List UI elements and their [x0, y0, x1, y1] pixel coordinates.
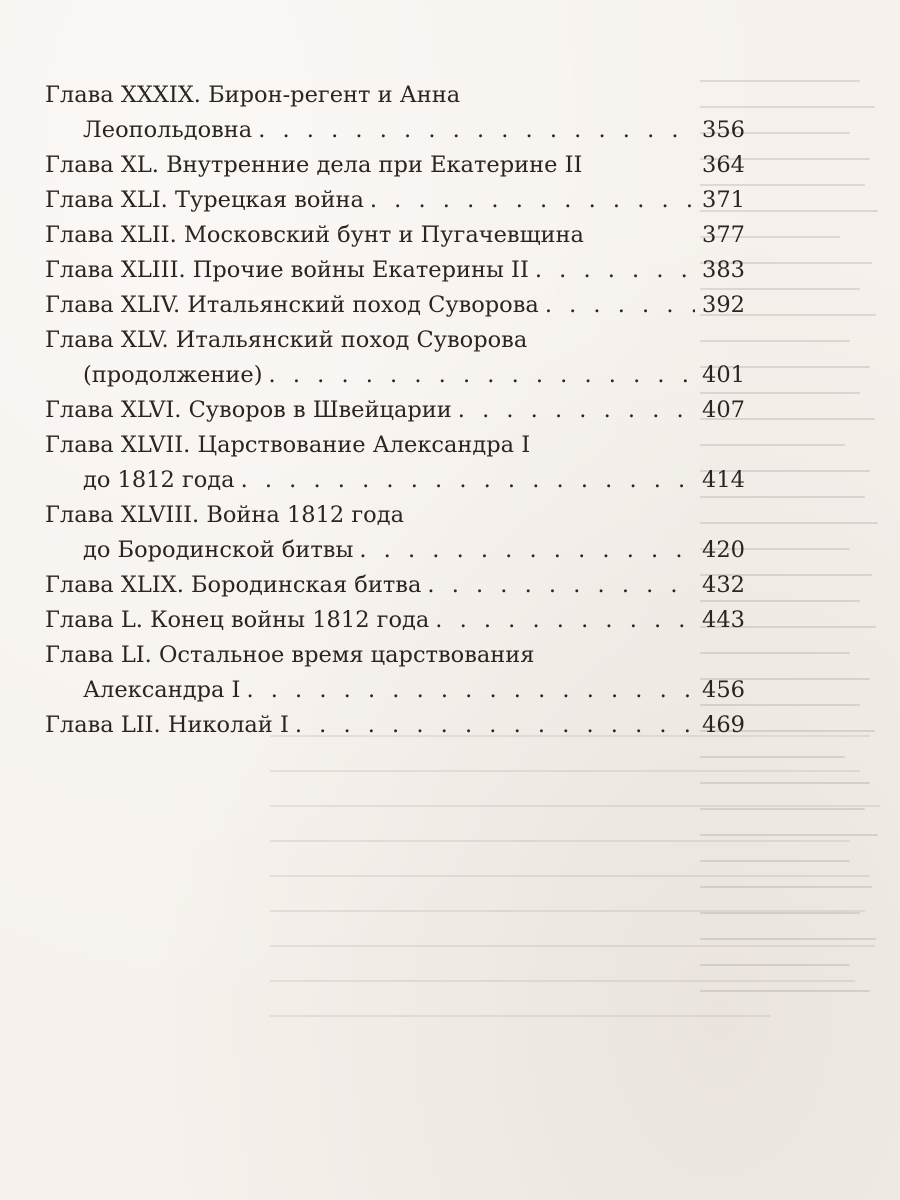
- toc-page-number: 469: [702, 712, 745, 738]
- leader-dots: [258, 113, 695, 148]
- bleed-through-text-lower: [270, 735, 890, 1055]
- toc-entry: [45, 498, 745, 568]
- toc-entry: [45, 323, 745, 393]
- toc-page-number: 407: [702, 397, 745, 423]
- leader-dots: [458, 393, 695, 428]
- toc-entry-title: Глава XLVI. Суворов в Швейцарии: [45, 397, 452, 423]
- toc-entry-title: Глава XXXIX. Бирон-регент и Анна: [45, 82, 461, 108]
- toc-entry-title: Глава L. Конец войны 1812 года: [45, 607, 430, 633]
- toc-entry: [45, 148, 745, 183]
- leader-dots: [370, 183, 695, 218]
- toc-entry-title-cont: Леопольдовна: [83, 117, 253, 143]
- leader-dots: [545, 288, 695, 323]
- toc-entry-title: Глава XLIX. Бородинская битва: [45, 572, 422, 598]
- toc-page-number: 414: [702, 467, 745, 493]
- leader-dots: [427, 568, 695, 603]
- toc-page-number: 377: [702, 222, 745, 248]
- leader-dots: [241, 463, 695, 498]
- toc-page-number: 443: [702, 607, 745, 633]
- toc-entry-title: Глава LII. Николай I: [45, 712, 289, 738]
- toc-entry-title: Глава LI. Остальное время царствования: [45, 642, 535, 668]
- toc-entry: [45, 428, 745, 498]
- toc-page-number: 392: [702, 292, 745, 318]
- leader-dots: [269, 358, 695, 393]
- toc-page-number: 371: [702, 187, 745, 213]
- toc-entry: [45, 288, 745, 323]
- toc-entry-title-cont: до 1812 года: [83, 467, 235, 493]
- toc-entry: [45, 218, 745, 253]
- toc-entry: [45, 568, 745, 603]
- toc-entry: [45, 708, 745, 743]
- toc-entry-title: Глава XLIII. Прочие войны Екатерины II: [45, 257, 529, 283]
- toc-page-number: 456: [702, 677, 745, 703]
- toc-entry-title: Глава XL. Внутренние дела при Екатерине II: [45, 152, 583, 178]
- toc-entry: [45, 638, 745, 708]
- leader-dots: [535, 253, 695, 288]
- toc-page-number: 364: [702, 152, 745, 178]
- toc-entry: [45, 183, 745, 218]
- toc-entry-title-cont: до Бородинской битвы: [83, 537, 354, 563]
- toc-entry: [45, 603, 745, 638]
- toc-entry: [45, 393, 745, 428]
- toc-page-number: 383: [702, 257, 745, 283]
- toc-entry-title-cont: (продолжение): [83, 362, 263, 388]
- toc-page-number: 420: [702, 537, 745, 563]
- toc-page-number: 432: [702, 572, 745, 598]
- leader-dots: [246, 673, 695, 708]
- toc-entry-title: Глава XLVIII. Война 1812 года: [45, 502, 405, 528]
- leader-dots: [295, 708, 695, 743]
- leader-dots: [435, 603, 695, 638]
- toc-page-number: 401: [702, 362, 745, 388]
- toc-entry: [45, 253, 745, 288]
- table-of-contents: [45, 78, 745, 743]
- toc-entry-title: Глава XLI. Турецкая война: [45, 187, 364, 213]
- leader-dots: [359, 533, 695, 568]
- toc-entry-title: Глава XLV. Итальянский поход Суворова: [45, 327, 528, 353]
- toc-page-number: 356: [702, 117, 745, 143]
- toc-entry-title-cont: Александра I: [83, 677, 241, 703]
- toc-entry-title: Глава XLIV. Итальянский поход Суворова: [45, 292, 539, 318]
- toc-entry: [45, 78, 745, 148]
- toc-entry-title: Глава XLVII. Царствование Александра I: [45, 432, 531, 458]
- toc-entry-title: Глава XLII. Московский бунт и Пугачевщина: [45, 222, 584, 248]
